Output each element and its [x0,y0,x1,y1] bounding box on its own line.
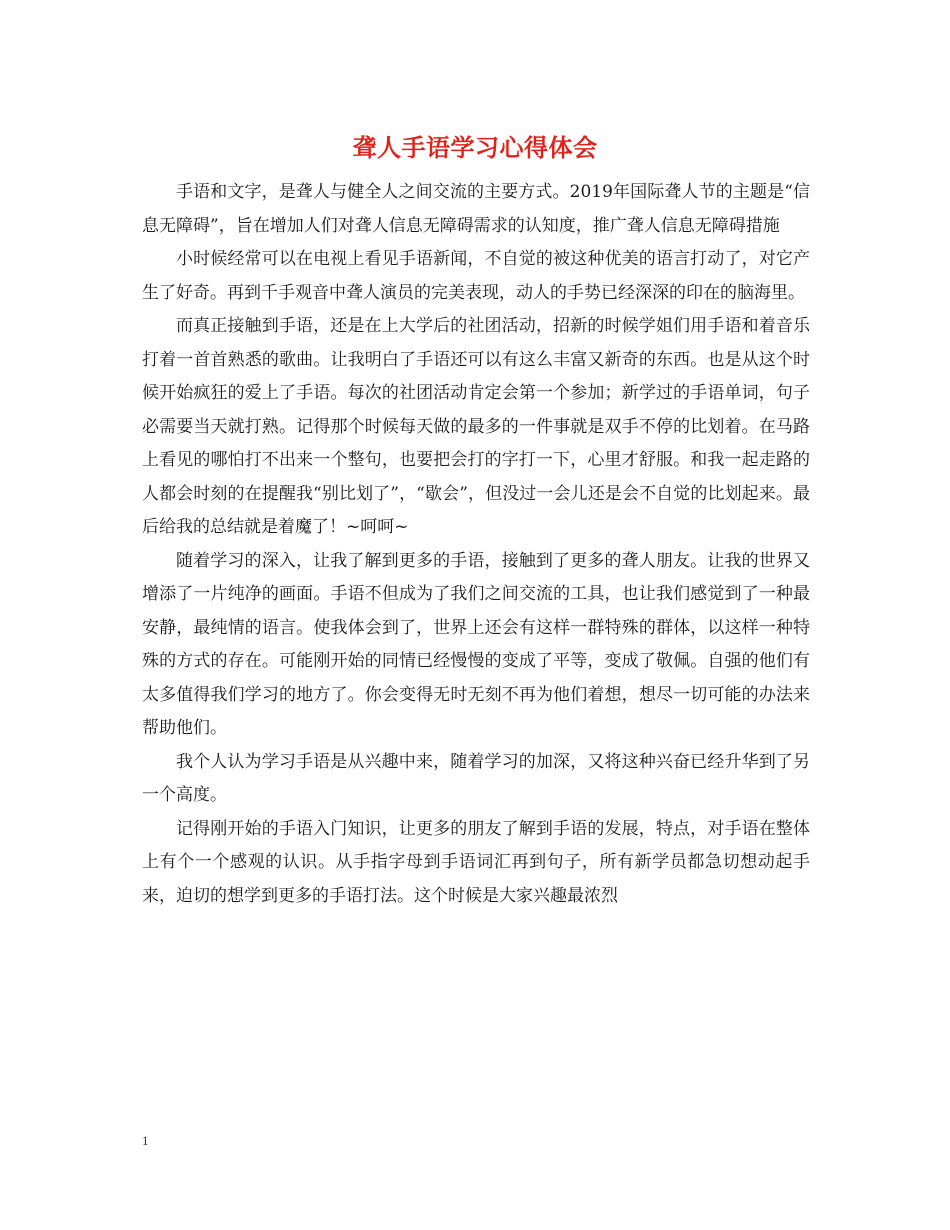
paragraph-2: 小时候经常可以在电视上看见手语新闻，不自觉的被这种优美的语言打动了，对它产生了好奇。再到千手观音中聋人演员的完美表现，动人的手势已经深深的印在的脑海里。 [142,249,810,303]
page-number: 1 [142,1133,149,1148]
paragraph-1: 手语和文字，是聋人与健全人之间交流的主要方式。2019年国际聋人节的主题是“信息无障碍”，旨在增加人们对聋人信息无障碍需求的认知度，推广聋人信息无障碍措施 [142,182,810,236]
paragraph-4: 随着学习的深入，让我了解到更多的手语，接触到了更多的聋人朋友。让我的世界又增添了一片纯净的画面。手语不但成为了我们之间交流的工具，也让我们感觉到了一种最安静，最纯情的语言。使我体会到了，世界上还会有这样一群特殊的群体，以这样一种特殊的方式的存在。可能刚开始的同情已经慢慢的变成了平等，变成了敬佩。自强的他们有太多值得我们学习的地方了。你会变得无时无刻不再为他们着想，想尽一切可能的办法来帮助他们。 [142,550,810,738]
paragraph-3: 而真正接触到手语，还是在上大学后的社团活动，招新的时候学姐们用手语和着音乐打着一首首熟悉的歌曲。让我明白了手语还可以有这么丰富又新奇的东西。也是从这个时候开始疯狂的爱上了手语。每次的社团活动肯定会第一个参加；新学过的手语单词，句子必需要当天就打熟。记得那个时候每天做的最多的一件事就是双手不停的比划着。在马路上看见的哪怕打不出来一个整句，也要把会打的字打一下，心里才舒服。和我一起走路的人都会时刻的在提醒我“别比划了”，“歇会”，但没过一会儿还是会不自觉的比划起来。最后给我的总结就是着魔了！~呵呵~ [142,316,810,537]
paragraph-6: 记得刚开始的手语入门知识，让更多的朋友了解到手语的发展，特点，对手语在整体上有个一个感观的认识。从手指字母到手语词汇再到句子，所有新学员都急切想动起手来，迫切的想学到更多的手语打法。这个时候是大家兴趣最浓烈 [142,818,810,906]
paragraph-5: 我个人认为学习手语是从兴趣中来，随着学习的加深，又将这种兴奋已经升华到了另一个高度。 [142,751,810,805]
document-body [142,176,810,913]
document-title: 聋人手语学习心得体会 [352,133,598,162]
